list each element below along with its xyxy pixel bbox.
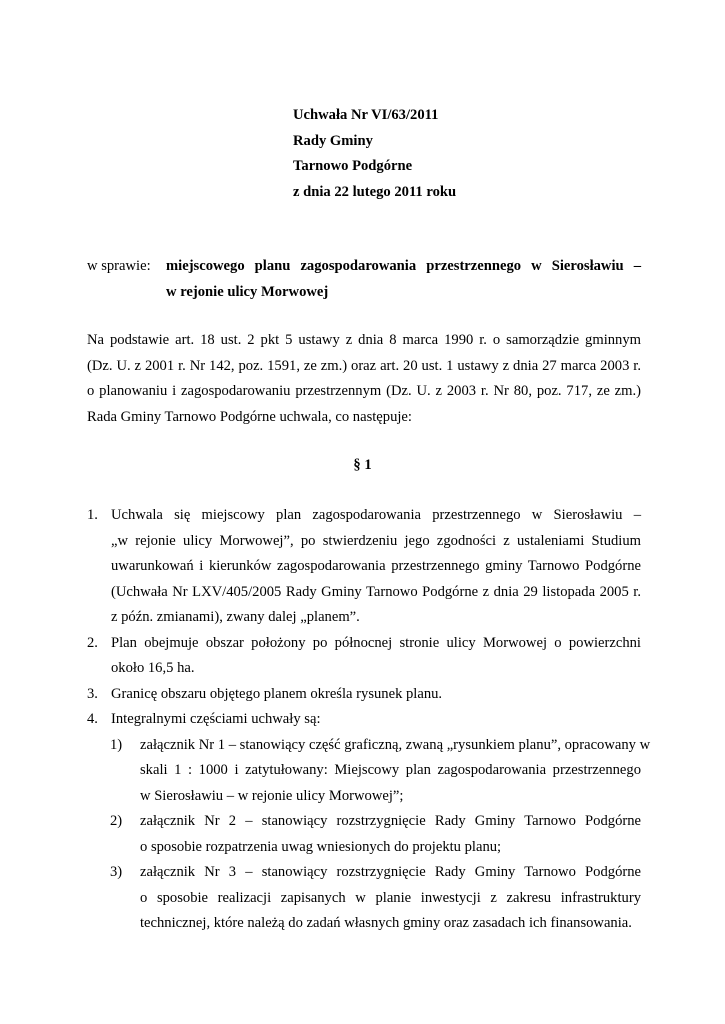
legal-basis-paragraph [87, 328, 641, 430]
attachment-number: 3) [110, 864, 123, 880]
list-item [87, 707, 641, 733]
attachment-line: załącznik Nr 2 – stanowiący rozstrzygnięcie Rady Gminy Tarnowo Podgórne [140, 813, 641, 829]
attachment-item [87, 733, 651, 810]
attachment-line: skali 1 : 1000 i zatytułowany: Miejscowy plan zagospodarowania przestrzennego [140, 762, 641, 778]
item-line: około 16,5 ha. [111, 660, 195, 676]
item-number: 1. [87, 507, 98, 523]
numbered-list [87, 503, 651, 937]
list-item [87, 503, 641, 631]
attachment-number: 1) [110, 736, 123, 753]
attachment-line: w Sierosławiu – w rejonie ulicy Morwowej”; [140, 787, 404, 804]
item-line: „w rejonie ulicy Morwowej”, po stwierdzeniu jego zgodności z ustaleniami Studium [111, 532, 641, 549]
item-number: 2. [87, 634, 98, 651]
attachment-item [87, 860, 641, 937]
subject-line-1: miejscowego planu zagospodarowania przestrzennego w Sierosławiu – [166, 258, 641, 274]
attachment-item [87, 809, 641, 860]
list-item [87, 682, 641, 708]
attachment-line: o sposobie realizacji zapisanych w planie inwestycji z zakresu infrastruktury [140, 889, 641, 906]
attachment-line: załącznik Nr 3 – stanowiący rozstrzygnięcie Rady Gminy Tarnowo Podgórne [140, 864, 641, 880]
item-line: Uchwala się miejscowy plan zagospodarowania przestrzennego w Sierosławiu – [111, 507, 641, 523]
section-mark: § 1 [353, 457, 372, 473]
basis-line: (Dz. U. z 2001 r. Nr 142, poz. 1591, ze zm.) oraz art. 20 ust. 1 ustawy z dnia 27 marca 2003 r. [87, 357, 641, 374]
item-number: 3. [87, 685, 98, 702]
item-line: (Uchwała Nr LXV/405/2005 Rady Gminy Tarnowo Podgórne z dnia 29 listopada 2005 r. [111, 583, 641, 600]
resolution-date: z dnia 22 lutego 2011 roku [293, 183, 457, 200]
subject-line-2: w rejonie ulicy Morwowej [166, 283, 329, 300]
basis-line: Na podstawie art. 18 ust. 2 pkt 5 ustawy z dnia 8 marca 1990 r. o samorządzie gminnym [87, 332, 641, 348]
attachment-line: technicznej, które należą do zadań własnych gminy oraz zasadach ich finansowania. [140, 915, 632, 931]
subject-block [87, 254, 641, 305]
item-line: uwarunkowań i kierunków zagospodarowania przestrzennego gminy Tarnowo Podgórne [111, 558, 641, 574]
resolution-number: Uchwała Nr VI/63/2011 [293, 107, 439, 123]
attachment-number: 2) [110, 813, 123, 829]
attachment-line: załącznik Nr 1 – stanowiący część graficzną, zwaną „rysunkiem planu”, opracowany w [140, 736, 651, 753]
basis-line: o planowaniu i zagospodarowaniu przestrzennym (Dz. U. z 2003 r. Nr 80, poz. 717, ze zm.) [87, 383, 641, 399]
council-name: Rady Gminy [293, 132, 373, 149]
item-line: Granicę obszaru objętego planem określa rysunek planu. [111, 685, 443, 702]
list-item [87, 631, 641, 682]
item-line: z późn. zmianami), zwany dalej „planem”. [111, 609, 360, 625]
resolution-header [293, 103, 456, 205]
item-line: Plan obejmuje obszar położony po północnej stronie ulicy Morwowej o powierzchni [111, 634, 641, 651]
municipality-name: Tarnowo Podgórne [293, 158, 413, 174]
subject-label: w sprawie: [87, 258, 151, 274]
attachment-line: o sposobie rozpatrzenia uwag wniesionych do projektu planu; [140, 838, 502, 855]
basis-line: Rada Gminy Tarnowo Podgórne uchwala, co następuje: [87, 408, 412, 425]
item-number: 4. [87, 711, 98, 727]
item-line: Integralnymi częściami uchwały są: [111, 711, 321, 727]
